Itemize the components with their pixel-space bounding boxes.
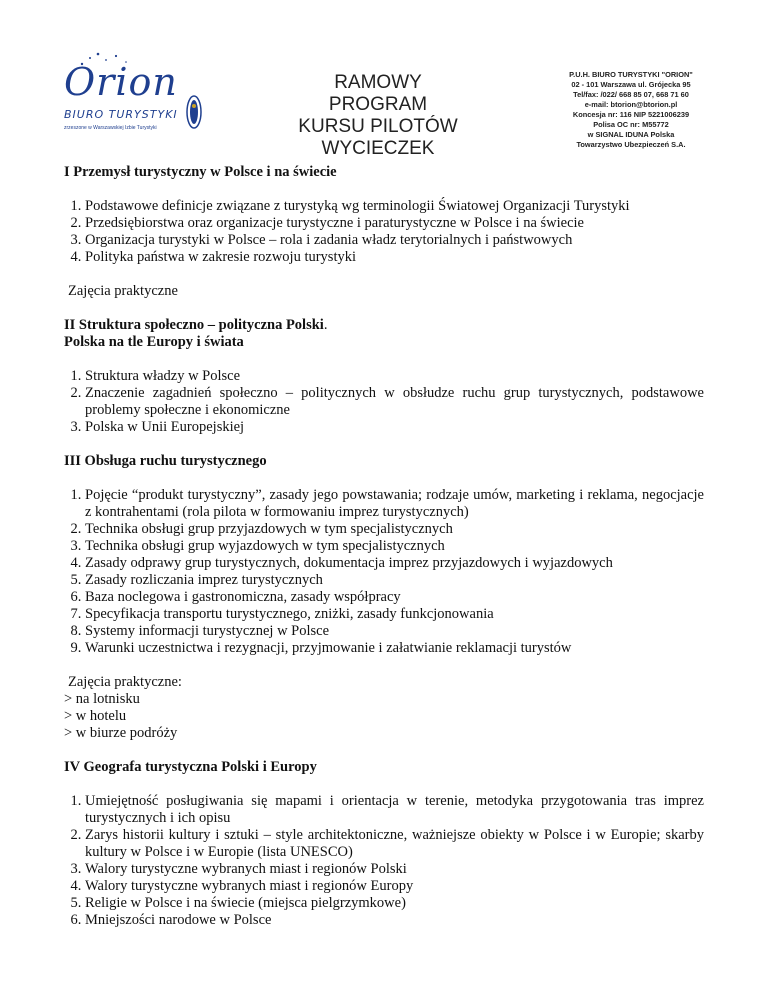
company-line: Tel/fax: /022/ 668 85 07, 668 71 60 — [573, 90, 689, 99]
page-header — [0, 0, 768, 159]
company-line: e-mail: btorion@btorion.pl — [584, 100, 678, 109]
section-list — [64, 198, 704, 266]
company-line: w SIGNAL IDUNA Polska — [587, 130, 675, 139]
heading-text: II Struktura społeczno – polityczna Polski — [64, 317, 324, 333]
logo-subtitle: BIURO TURYSTYKI — [64, 108, 178, 121]
practical-item: > na lotnisku — [64, 691, 140, 707]
company-info — [556, 70, 706, 150]
list-item: 5. Zasady rozliczania imprez turystycznych — [85, 572, 704, 589]
list-item: 7. Specyfikacja transportu turystycznego, zniżki, zasady funkcjonowania — [85, 606, 704, 623]
title-line: KURSU PILOTÓW — [298, 116, 458, 137]
title-line: WYCIECZEK — [321, 138, 435, 159]
list-item: 3. Polska w Unii Europejskiej — [85, 419, 704, 436]
list-item: 4. Walory turystyczne wybranych miast i regionów Europy — [85, 878, 704, 895]
practical-item: > w biurze podróży — [64, 725, 178, 741]
section-heading — [64, 317, 704, 334]
list-item: 6. Baza noclegowa i gastronomiczna, zasady współpracy — [85, 589, 704, 606]
company-line: Koncesja nr: 116 NIP 5221006239 — [572, 110, 690, 119]
section-list — [64, 368, 704, 436]
company-line: Towarzystwo Ubezpieczeń S.A. — [576, 140, 686, 149]
list-item: 2. Zarys historii kultury i sztuki – style architektoniczne, ważniejsze obiekty w Polsce i w Europie; skarby kultury w Polsce i w Europie (lista UNESCO) — [85, 827, 704, 861]
company-line: 02 - 101 Warszawa ul. Grójecka 95 — [571, 80, 691, 89]
orion-logo — [56, 50, 216, 140]
list-item: 1. Podstawowe definicje związane z turystyką wg terminologii Światowej Organizacji Turystyki — [85, 198, 704, 215]
list-item: 2. Przedsiębiorstwa oraz organizacje turystyczne i paraturystyczne w Polsce i na świecie — [85, 215, 704, 232]
heading-period: . — [323, 317, 328, 333]
section-list — [64, 793, 704, 929]
practical-label: Zajęcia praktyczne: — [68, 674, 182, 690]
section-list — [64, 487, 704, 657]
list-item: 9. Warunki uczestnictwa i rezygnacji, przyjmowanie i załatwianie reklamacji turystów — [85, 640, 704, 657]
section-heading: III Obsługa ruchu turystycznego — [64, 453, 267, 469]
section-heading: IV Geografa turystyczna Polski i Europy — [64, 759, 317, 775]
document-title — [283, 72, 473, 160]
list-item: 2. Znaczenie zagadnień społeczno – politycznych w obsłudze ruchu grup turystycznych, podstawowe problemy społeczne i ekonomiczne — [85, 385, 704, 419]
list-item: 3. Walory turystyczne wybranych miast i regionów Polski — [85, 861, 704, 878]
list-item: 8. Systemy informacji turystycznej w Polsce — [85, 623, 704, 640]
logo-name: Orion — [64, 60, 178, 104]
list-item: 1. Struktura władzy w Polsce — [85, 368, 704, 385]
section-heading: I Przemysł turystyczny w Polsce i na świecie — [64, 164, 337, 180]
list-item: 5. Religie w Polsce i na świecie (miejsca pielgrzymkowe) — [85, 895, 704, 912]
list-item: 4. Zasady odprawy grup turystycznych, dokumentacja imprez przyjazdowych i wyjazdowych — [85, 555, 704, 572]
company-line: P.U.H. BIURO TURYSTYKI "ORION" — [569, 70, 693, 79]
practical-item: > w hotelu — [64, 708, 127, 724]
title-line: RAMOWY PROGRAM — [328, 72, 428, 115]
practical-label: Zajęcia praktyczne — [68, 283, 178, 299]
list-item: 3. Organizacja turystyki w Polsce – rola i zadania władz terytorialnych i państwowych — [85, 232, 704, 249]
list-item: 6. Mniejszości narodowe w Polsce — [85, 912, 704, 929]
company-line: Polisa OC nr: M55772 — [593, 120, 669, 129]
document-body — [64, 164, 704, 929]
list-item: 2. Technika obsługi grup przyjazdowych w tym specjalistycznych — [85, 521, 704, 538]
logo-small-text: zrzeszone w Warszawskiej Izbie Turystyki — [64, 125, 157, 131]
section-subheading: Polska na tle Europy i świata — [64, 334, 244, 350]
list-item: 1. Umiejętność posługiwania się mapami i orientacja w terenie, metodyka przygotowania tras imprez turystycznych i ich opisu — [85, 793, 704, 827]
list-item: 4. Polityka państwa w zakresie rozwoju turystyki — [85, 249, 704, 266]
list-item: 3. Technika obsługi grup wyjazdowych w tym specjalistycznych — [85, 538, 704, 555]
seal-icon — [186, 94, 202, 130]
list-item: 1. Pojęcie “produkt turystyczny”, zasady jego powstawania; rodzaje umów, marketing i reklama, negocjacje z kontrahentami (rola pilota w formowaniu imprez turystycznych) — [85, 487, 704, 521]
